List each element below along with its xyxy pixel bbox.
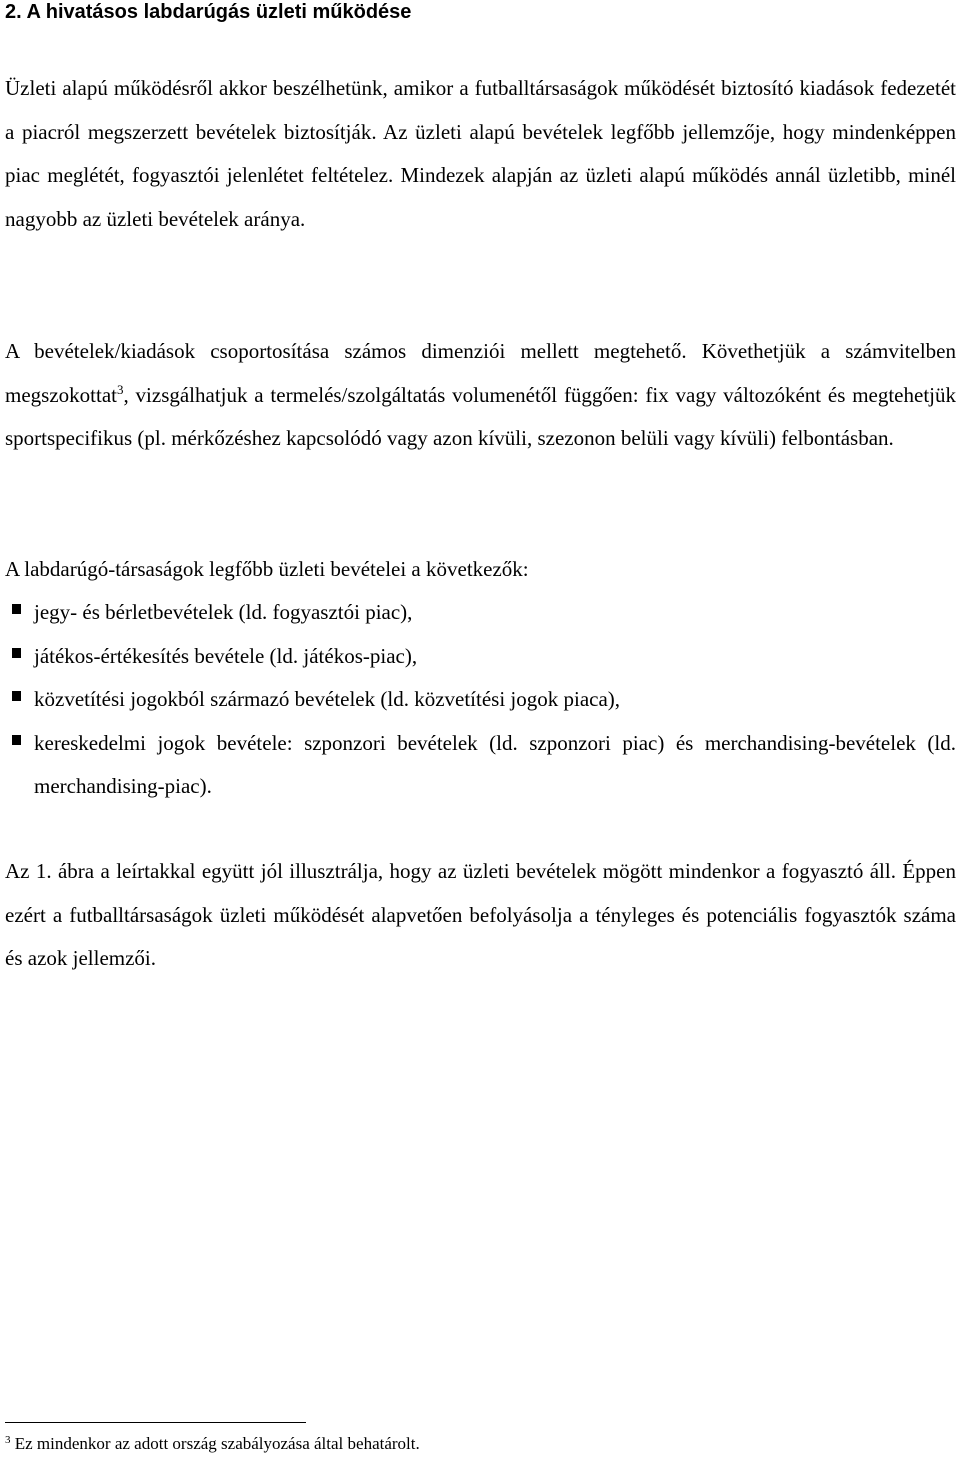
list-item-text: játékos-értékesítés bevétele (ld. játékos-piac), bbox=[34, 643, 418, 668]
footnote-divider bbox=[5, 1422, 306, 1423]
footnote-number: 3 bbox=[5, 1434, 11, 1446]
paragraph-text: A bevételek/kiadások csoportosítása számos dimenziói mellett megtehető. Követhetjük a számvitelben megszokottat bbox=[5, 339, 956, 407]
list-item-text: kereskedelmi jogok bevétele: szponzori bevételek (ld. szponzori piac) és merchandising-bevételek (ld. merchandising-piac). bbox=[34, 730, 956, 799]
square-bullet-icon bbox=[12, 648, 21, 658]
footnote-reference: 3 bbox=[116, 381, 124, 397]
square-bullet-icon bbox=[12, 735, 21, 745]
square-bullet-icon bbox=[12, 691, 21, 701]
list-item-text: közvetítési jogokból származó bevételek (ld. közvetítési jogok piaca), bbox=[34, 687, 621, 712]
paragraph-business-operation: Üzleti alapú működésről akkor beszélhetünk, amikor a futballtársaságok működését biztosító kiadások fedezetét a piacról megszerzett bevételek biztosítják. Az üzleti alapú bevételek legfőbb jellemzője, hogy mindenképpen piac meglétét, fogyasztói jelenlétet feltételez. Mindezek alapján az üzleti alapú működés annál üzletibb, minél nagyobb az üzleti bevételek aránya. bbox=[5, 76, 956, 231]
list-item-text: jegy- és bérletbevételek (ld. fogyasztói piac), bbox=[34, 600, 413, 624]
list-item bbox=[5, 591, 956, 635]
revenue-list bbox=[5, 591, 956, 809]
footnote bbox=[5, 1432, 420, 1456]
paragraph-revenue-intro: A labdarúgó-társaságok legfőbb üzleti bevételei a következők: bbox=[5, 557, 529, 581]
list-item bbox=[5, 678, 956, 722]
paragraph-consumer: Az 1. ábra a leírtakkal együtt jól illusztrálja, hogy az üzleti bevételek mögött mindenkor a fogyasztó áll. Éppen ezért a futballtársaságok üzleti működését alapvetően befolyásolja a tényleges és potenciális fogyasztók száma és azok jellemzői. bbox=[5, 859, 956, 971]
footnote-text: Ez mindenkor az adott ország szabályozása által behatárolt. bbox=[10, 1434, 420, 1453]
square-bullet-icon bbox=[12, 604, 21, 614]
list-item bbox=[5, 635, 956, 679]
section-heading: 2. A hivatásos labdarúgás üzleti működése bbox=[5, 1, 412, 23]
paragraph-revenue-grouping bbox=[5, 330, 956, 461]
list-item bbox=[5, 722, 956, 809]
paragraph-text: , vizsgálhatjuk a termelés/szolgáltatás volumenétől függően: fix vagy változóként és megtehetjük sportspecifikus (pl. mérkőzéshez kapcsolódó vagy azon kívüli, szezonon belüli vagy kívüli) felbontásban. bbox=[5, 382, 956, 451]
